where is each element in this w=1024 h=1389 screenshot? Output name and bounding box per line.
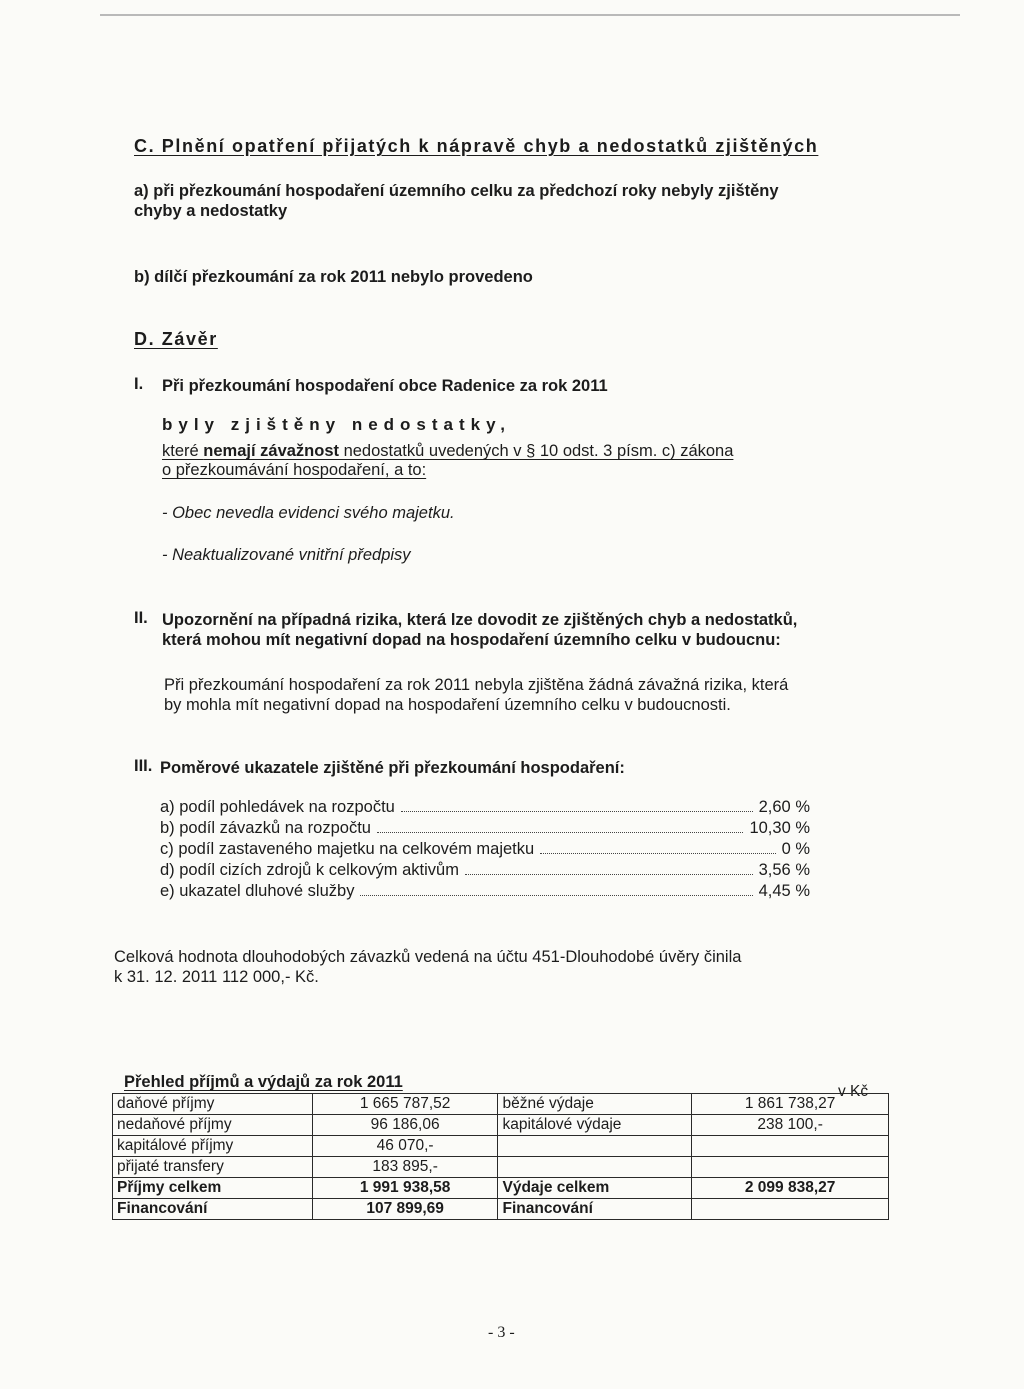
ratio-row — [160, 840, 810, 859]
table-cell — [498, 1136, 692, 1157]
part-1-line1-start: které — [162, 442, 204, 460]
overview-table — [112, 1093, 889, 1220]
ratio-label: e) ukazatel dluhové služby — [160, 882, 355, 900]
ratio-label: d) podíl cizích zdrojů k celkovým aktivům — [160, 861, 459, 879]
part-2-text-line2: by mohla mít negativní dopad na hospodaření územního celku v budoucnosti. — [164, 696, 731, 714]
part-3-heading: Poměrové ukazatele zjištěné při přezkoumání hospodaření: — [160, 759, 625, 777]
table-cell — [692, 1157, 889, 1178]
table-cell — [692, 1136, 889, 1157]
table-cell: Příjmy celkem — [113, 1178, 313, 1199]
section-c-item-b: b) dílčí přezkoumání za rok 2011 nebylo provedeno — [134, 268, 533, 286]
table-cell: kapitálové výdaje — [498, 1115, 692, 1136]
table-cell: 238 100,- — [692, 1115, 889, 1136]
ratio-value: 3,56 % — [758, 861, 810, 879]
part-1-line1-end: nedostatků uvedených v § 10 odst. 3 písm. c) zákona — [339, 442, 734, 460]
table-cell: kapitálové příjmy — [113, 1136, 313, 1157]
overview-title: Přehled příjmů a výdajů za rok 2011 — [124, 1073, 403, 1091]
table-row — [113, 1199, 889, 1220]
part-2-text-line1: Při přezkoumání hospodaření za rok 2011 nebyla zjištěna žádná závažná rizika, která — [164, 676, 789, 694]
table-cell: daňové příjmy — [113, 1094, 313, 1115]
table-cell: Financování — [113, 1199, 313, 1220]
part-1-line2: o přezkoumávání hospodaření, a to: — [162, 461, 427, 479]
part-2-numeral: II. — [134, 609, 148, 627]
table-cell: 1 665 787,52 — [312, 1094, 498, 1115]
part-3-numeral: III. — [134, 757, 153, 775]
ratio-value: 2,60 % — [758, 798, 810, 816]
table-cell — [498, 1157, 692, 1178]
ratio-value: 10,30 % — [749, 819, 810, 837]
ratio-row — [160, 861, 810, 880]
ratio-value: 4,45 % — [758, 882, 810, 900]
ratio-row — [160, 882, 810, 901]
table-row — [113, 1094, 889, 1115]
table-cell: nedaňové příjmy — [113, 1115, 313, 1136]
leader-dots — [377, 832, 743, 833]
ratio-label: b) podíl závazků na rozpočtu — [160, 819, 371, 837]
table-cell: 1 861 738,27 — [692, 1094, 889, 1115]
section-c-title: C. Plnění opatření přijatých k nápravě chyb a nedostatků zjištěných — [134, 136, 819, 156]
debt-line1: Celková hodnota dlouhodobých závazků vedená na účtu 451-Dlouhodobé úvěry činila — [114, 948, 742, 966]
part-1-bullet-2: - Neaktualizované vnitřní předpisy — [162, 546, 411, 564]
table-cell — [692, 1199, 889, 1220]
part-1-bullet-1: - Obec nevedla evidenci svého majetku. — [162, 504, 455, 522]
section-d-title: D. Závěr — [134, 329, 218, 349]
part-2-heading-line1: Upozornění na případná rizika, která lze dovodit ze zjištěných chyb a nedostatků, — [162, 611, 798, 629]
table-row — [113, 1178, 889, 1199]
part-1-line1-bold: nemají závažnost — [203, 442, 339, 460]
table-row — [113, 1115, 889, 1136]
leader-dots — [465, 874, 753, 875]
part-2-heading-line2: která mohou mít negativní dopad na hospodaření územního celku v budoucnu: — [162, 631, 781, 649]
table-cell: přijaté transfery — [113, 1157, 313, 1178]
part-1-numeral: I. — [134, 375, 144, 393]
table-cell: 2 099 838,27 — [692, 1178, 889, 1199]
part-1-heading: Při přezkoumání hospodaření obce Radenice za rok 2011 — [162, 377, 608, 395]
top-rule — [100, 14, 960, 16]
table-cell: 96 186,06 — [312, 1115, 498, 1136]
part-1-found: byly zjištěny nedostatky, — [162, 415, 512, 434]
table-cell: 46 070,- — [312, 1136, 498, 1157]
table-cell: Financování — [498, 1199, 692, 1220]
table-cell: 107 899,69 — [312, 1199, 498, 1220]
table-cell: 1 991 938,58 — [312, 1178, 498, 1199]
leader-dots — [401, 811, 753, 812]
page-number: - 3 - — [488, 1324, 515, 1341]
table-cell: Výdaje celkem — [498, 1178, 692, 1199]
leader-dots — [540, 853, 775, 854]
table-row — [113, 1136, 889, 1157]
section-c-item-a-line1: a) při přezkoumání hospodaření územního celku za předchozí roky nebyly zjištěny — [134, 182, 779, 200]
table-row — [113, 1157, 889, 1178]
overview-unit: v Kč — [838, 1083, 869, 1100]
ratio-label: c) podíl zastaveného majetku na celkovém majetku — [160, 840, 535, 858]
ratio-row — [160, 798, 810, 817]
ratio-label: a) podíl pohledávek na rozpočtu — [160, 798, 395, 816]
section-c-item-a-line2: chyby a nedostatky — [134, 202, 288, 220]
debt-line2: k 31. 12. 2011 112 000,- Kč. — [114, 968, 319, 986]
ratio-row — [160, 819, 810, 838]
leader-dots — [360, 895, 752, 896]
table-cell: běžné výdaje — [498, 1094, 692, 1115]
ratio-value: 0 % — [781, 840, 810, 858]
table-cell: 183 895,- — [312, 1157, 498, 1178]
